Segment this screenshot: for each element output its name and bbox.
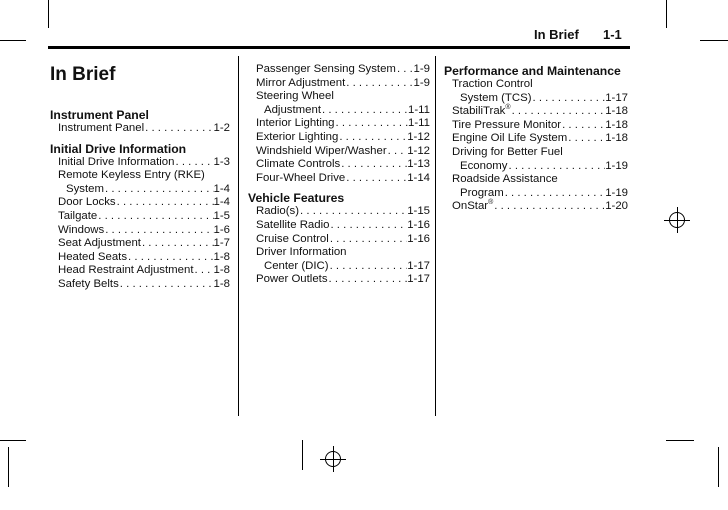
toc-entry[interactable]: Windows . . . 1-6 [50,224,230,238]
section-heading-performance-maintenance: Performance and Maintenance [444,64,621,78]
crop-mark-top-left-vertical [48,0,49,28]
toc-entry[interactable]: Center (DIC) . . . 1-17 [248,260,430,274]
toc-column-1 [50,108,230,292]
toc-entry[interactable]: Climate Controls . . . 1-13 [248,158,430,172]
toc-entry[interactable]: Mirror Adjustment . . . 1-9 [248,77,430,91]
toc-entry[interactable]: Cruise Control . . . 1-16 [248,233,430,247]
toc-entry[interactable]: Four-Wheel Drive . . . 1-14 [248,172,430,186]
crop-mark-bottom-center-vertical [302,440,303,470]
crop-mark-bottom-right [666,440,694,441]
running-header-page-number: 1-1 [603,27,622,42]
toc-entry[interactable]: Power Outlets . . . 1-17 [248,273,430,287]
toc-entry[interactable]: Heated Seats . . . 1-8 [50,251,230,265]
toc-entry[interactable]: Seat Adjustment . . . 1-7 [50,237,230,251]
registration-mark-bottom [325,451,341,467]
registration-mark-right [669,212,685,228]
toc-entry[interactable]: Interior Lighting . . . 1-11 [248,117,430,131]
toc-entry[interactable]: Satellite Radio . . . 1-16 [248,219,430,233]
page-title: In Brief [50,64,116,85]
toc-entry[interactable]: System (TCS) . . . 1-17 [444,92,628,106]
toc-entry[interactable]: Program . . . 1-19 [444,187,628,201]
toc-entry[interactable]: System . . . 1-4 [50,183,230,197]
toc-column-3 [444,64,628,214]
running-header-section: In Brief [534,27,579,42]
crop-mark-top-right-vertical [666,0,667,28]
crop-mark-top-right [700,40,728,41]
toc-entry-first-line[interactable]: Traction Control [452,78,533,90]
toc-entry[interactable]: Engine Oil Life System . . . 1-18 [444,132,628,146]
toc-entry[interactable]: Head Restraint Adjustment . . . 1-8 [50,264,230,278]
registered-mark: ® [505,104,511,112]
section-heading-initial-drive: Initial Drive Information [50,141,187,156]
toc-entry-first-line[interactable]: Steering Wheel [256,90,334,103]
registered-mark: ® [488,199,494,207]
crop-mark-top-left [0,40,26,41]
section-heading-vehicle-features: Vehicle Features [248,191,345,206]
toc-entry[interactable]: Tailgate . . . 1-5 [50,210,230,224]
crop-mark-bottom-left [0,440,26,441]
toc-entry[interactable]: Windshield Wiper/Washer . . . 1-12 [248,145,430,159]
toc-entry[interactable]: Adjustment . . . 1-11 [248,104,430,118]
toc-entry-first-line[interactable]: Remote Keyless Entry (RKE) [58,169,205,182]
column-separator-1 [238,56,239,416]
crop-mark-bottom-left-vertical [8,447,9,487]
column-separator-2 [435,56,436,416]
toc-entry[interactable]: Tire Pressure Monitor . . . 1-18 [444,119,628,133]
header-rule [48,46,630,49]
section-heading-instrument-panel: Instrument Panel [50,108,149,122]
toc-entry-first-line[interactable]: Driving for Better Fuel [452,145,563,158]
toc-entry-first-line[interactable]: Driver Information [256,246,347,259]
toc-entry[interactable]: Door Locks . . . 1-4 [50,196,230,210]
toc-entry[interactable]: OnStar® . . . 1-20 [444,200,628,214]
toc-entry[interactable]: Radio(s) . . . 1-15 [248,205,430,219]
toc-entry[interactable]: Initial Drive Information . . . 1-3 [50,156,230,170]
toc-entry[interactable]: Economy . . . 1-19 [444,160,628,174]
toc-entry[interactable]: Instrument Panel . . . 1-2 [50,122,230,136]
toc-entry[interactable]: Safety Belts . . . 1-8 [50,278,230,292]
toc-entry[interactable]: StabiliTrak® . . . 1-18 [444,105,628,119]
toc-entry[interactable]: Exterior Lighting . . . 1-12 [248,131,430,145]
crop-mark-bottom-right-vertical [718,447,719,487]
toc-entry-first-line[interactable]: Roadside Assistance [452,173,558,186]
toc-entry[interactable]: Passenger Sensing System . . . 1-9 [248,63,430,77]
toc-column-2 [248,63,430,287]
